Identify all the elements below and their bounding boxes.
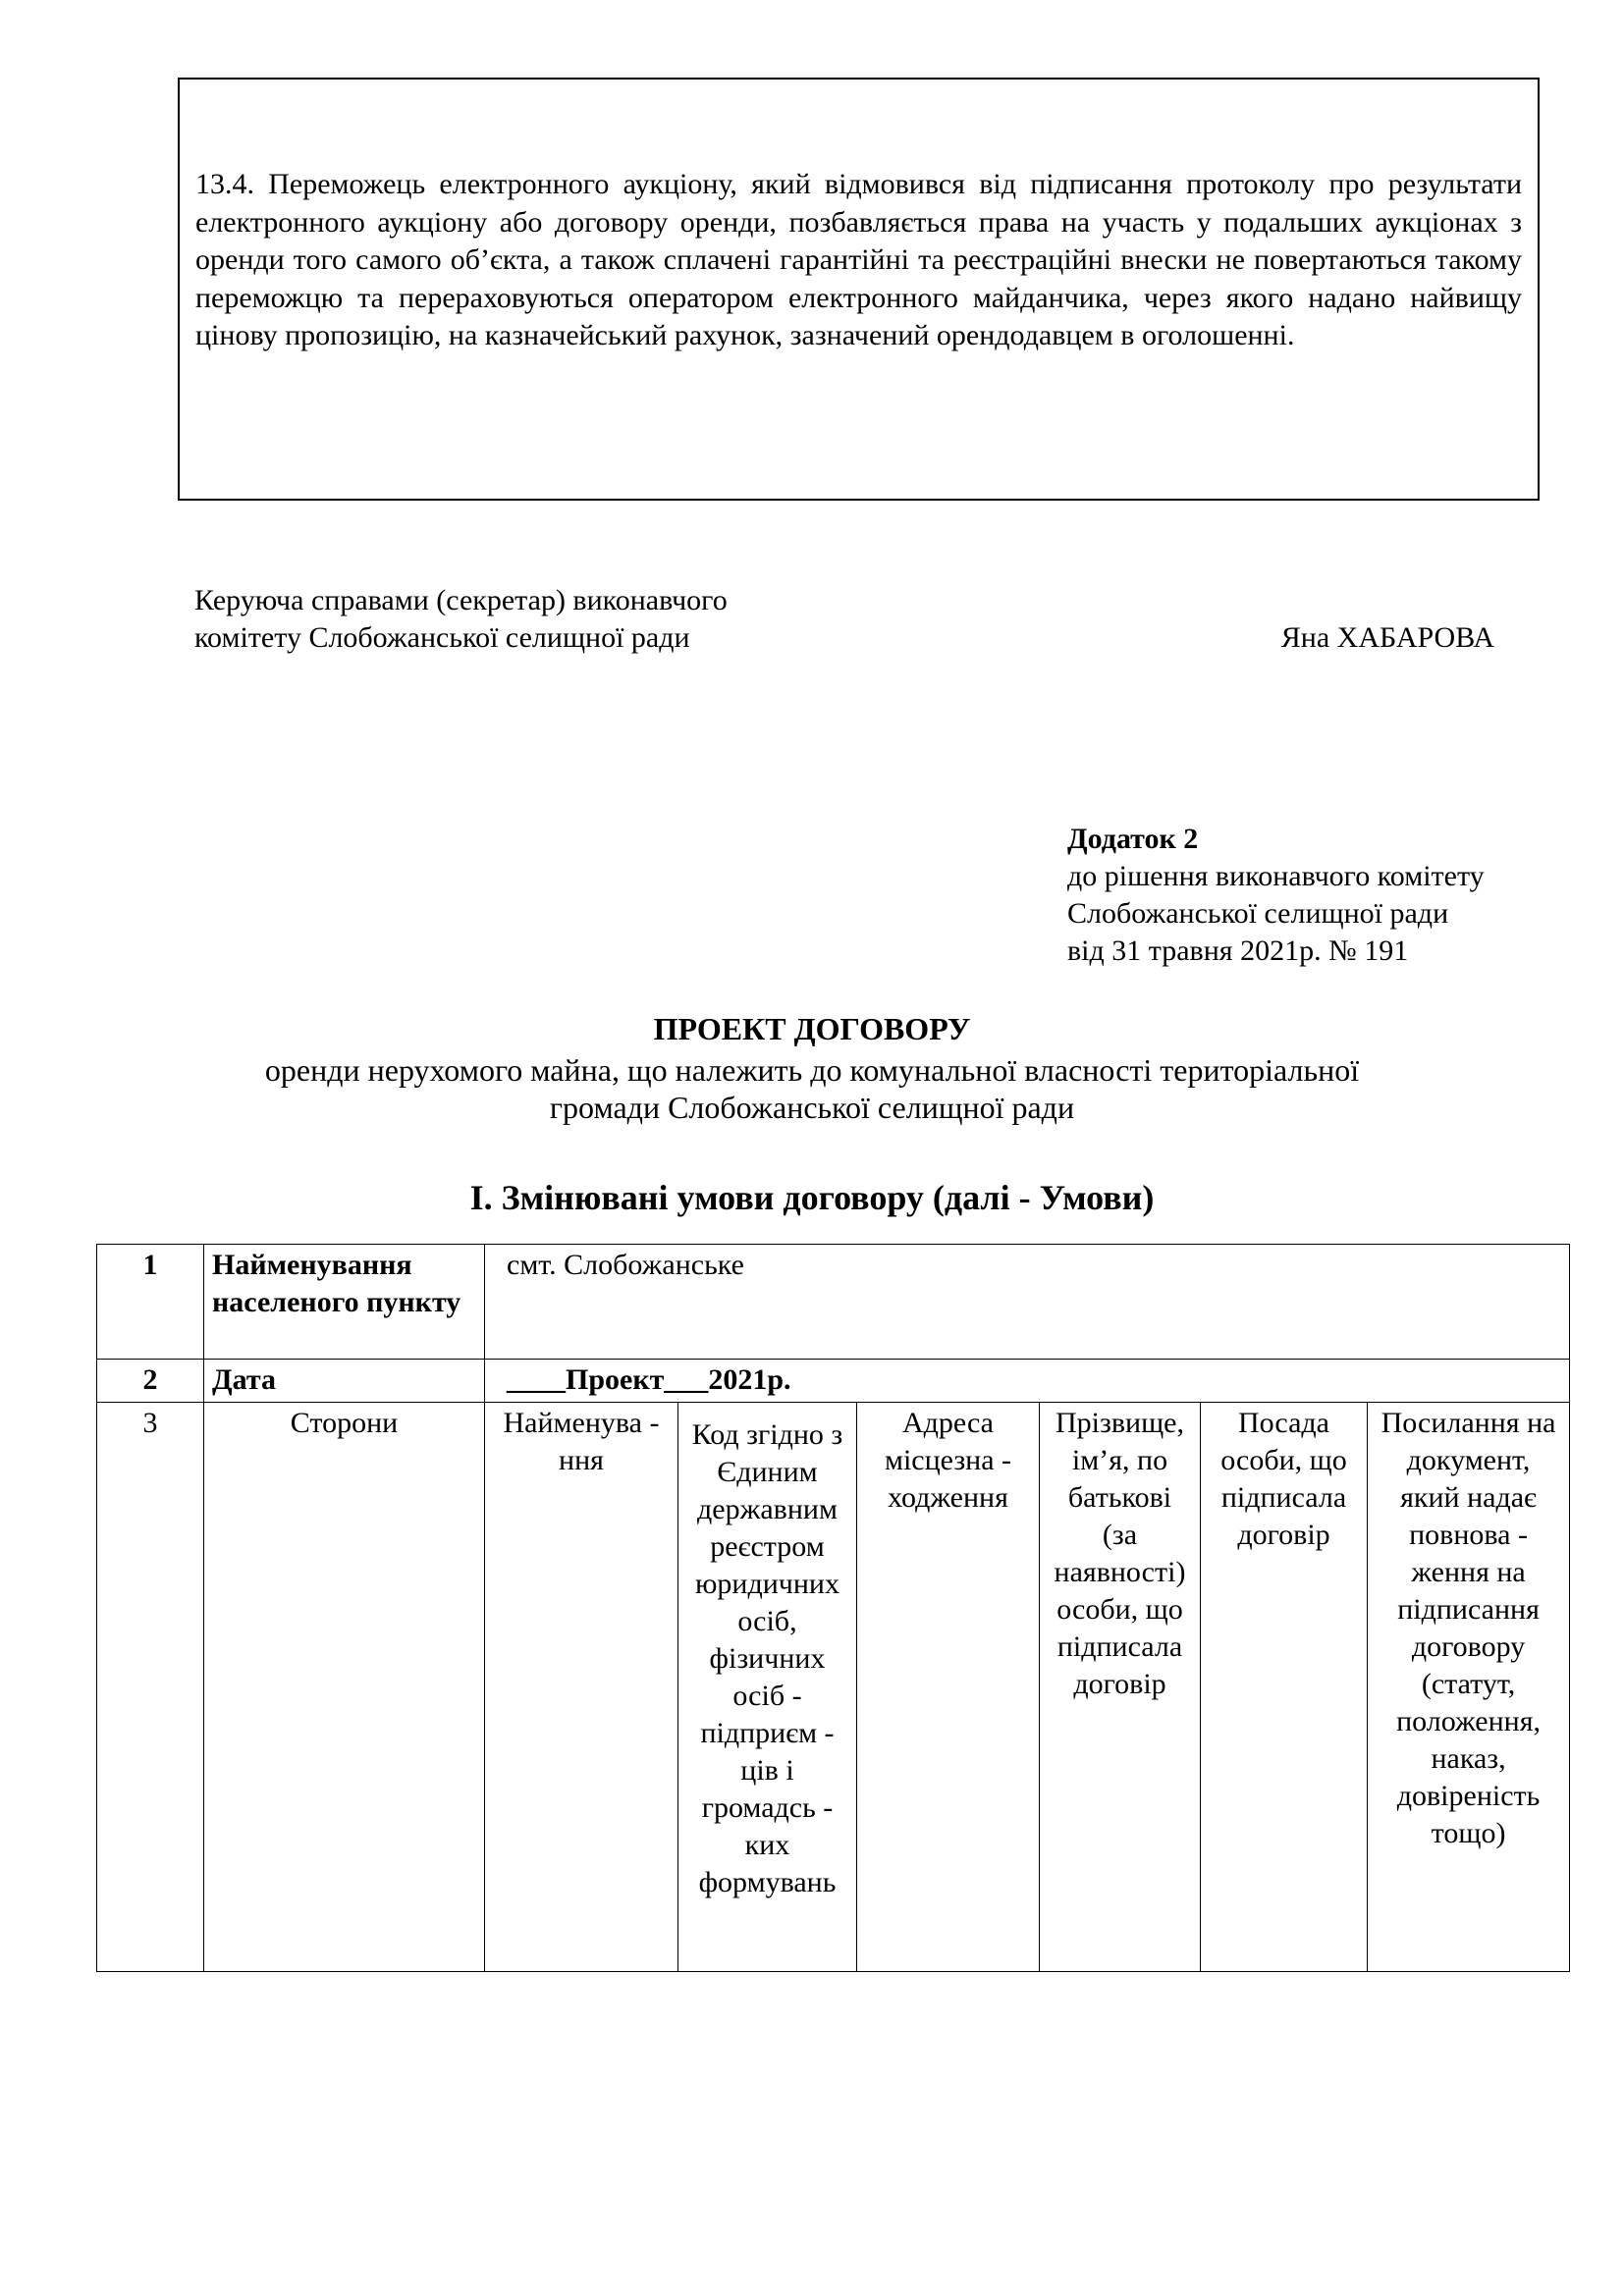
row-label: Найменування населеного пункту <box>204 1245 485 1360</box>
document-subtitle-line2: громади Слобожанської селищної ради <box>549 1090 1075 1125</box>
table-row <box>97 1403 1570 1972</box>
table-row <box>97 1245 1570 1360</box>
clause-13-4: 13.4. Переможець електронного аукціону, який відмовився від підписання протоколу про результати електронного аукціону або договору оренди, позбавляється права на участь у подальших аукціонах з оренди того самого об’єкта, а також сплачені гарантійні та реєстраційні внески не повертаються такому переможцю та перераховуються оператором електронного майданчика, через якого надано найвищу цінову пропозицію, на казначейський рахунок, зазначений орендодавцем в оголошенні. <box>195 168 1522 351</box>
annex-block <box>1067 821 1485 970</box>
document-subtitle <box>0 1051 1624 1126</box>
row-label: Сторони <box>204 1403 485 1972</box>
annex-line2: Слобожанської селищної ради <box>1067 897 1449 930</box>
document-title: ПРОЕКТ ДОГОВОРУ <box>653 1011 971 1046</box>
conditions-table <box>96 1244 1570 1972</box>
row-number: 3 <box>97 1403 204 1972</box>
row-label: Дата <box>204 1360 485 1403</box>
signature-position-line1: Керуюча справами (секретар) виконавчого <box>194 584 728 616</box>
clause-frame <box>178 78 1540 501</box>
party-code-header: Код згідно з Єдиним державним реєстром юридичних осіб, фізичних осіб - підприєм - ців і громадсь - ких формувань <box>678 1403 857 1972</box>
signature-name: Яна ХАБАРОВА <box>1280 621 1494 654</box>
row-number: 1 <box>97 1245 204 1360</box>
document-subtitle-line1: оренди нерухомого майна, що належить до комунальної власності територіальної <box>264 1052 1360 1088</box>
signatory-name-header: Прізвище, ім’я, по батькові (за наявності) особи, що підписала договір <box>1040 1403 1201 1972</box>
party-address-header: Адреса місцезна - ходження <box>857 1403 1040 1972</box>
signatory-position-header: Посада особи, що підписала договір <box>1201 1403 1368 1972</box>
row-number: 2 <box>97 1360 204 1403</box>
signature-position-line2: комітету Слобожанської селищної ради <box>194 621 690 654</box>
signature-position <box>194 582 728 657</box>
authority-document-header: Посилання на документ, який надає повнова - ження на підписання договору (статут, положення, наказ, довіреність тощо) <box>1368 1403 1570 1972</box>
party-name-header: Найменува - ння <box>485 1403 678 1972</box>
row-value: смт. Слобожанське <box>485 1245 1570 1360</box>
annex-line1: до рішення виконавчого комітету <box>1067 860 1485 892</box>
annex-line3: від 31 травня 2021р. № 191 <box>1067 934 1409 967</box>
annex-title: Додаток 2 <box>1067 823 1199 855</box>
table-row <box>97 1360 1570 1403</box>
row-value: ____Проект___2021р. <box>485 1360 1570 1403</box>
section-title: І. Змінювані умови договору (далі - Умови) <box>469 1178 1155 1217</box>
